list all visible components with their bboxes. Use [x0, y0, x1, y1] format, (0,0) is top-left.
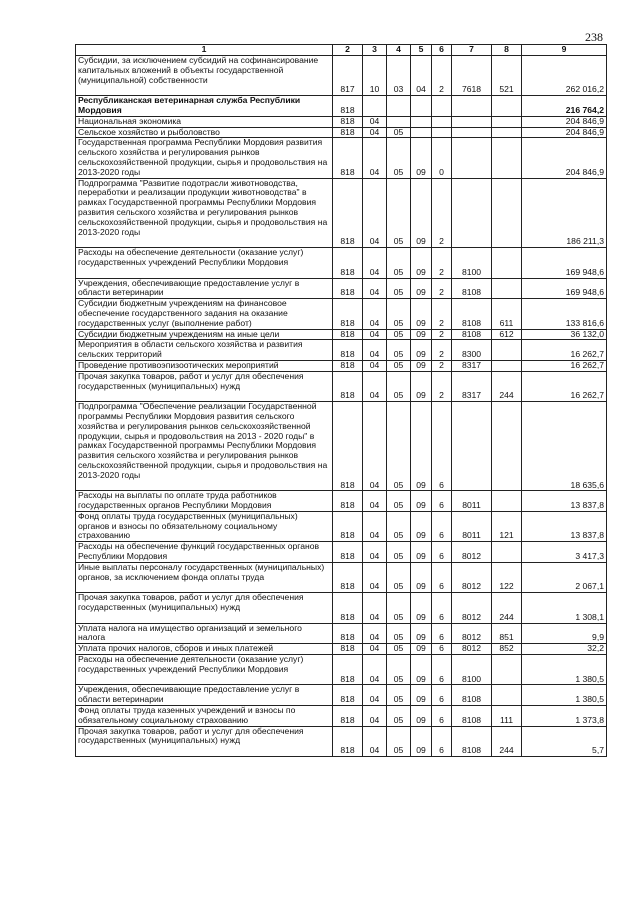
row-item-code: 8012: [452, 562, 492, 592]
row-section-code: 04: [363, 511, 387, 541]
row-subsection-code: 03: [387, 56, 411, 96]
row-program-code: 09: [411, 360, 432, 371]
row-item-code: 7618: [452, 56, 492, 96]
row-section-code: 04: [363, 178, 387, 248]
row-admin-code: 818: [333, 116, 363, 127]
row-section-code: 04: [363, 562, 387, 592]
row-section-code: 04: [363, 402, 387, 491]
table-row: [76, 127, 607, 138]
row-item-code: 8012: [452, 644, 492, 655]
row-expense-type-code: [492, 360, 522, 371]
row-description: Учреждения, обеспечивающие предоставление услуг в области ветеринарии: [76, 278, 333, 299]
row-description: Субсидии, за исключением субсидий на софинансирование капитальных вложений в объекты государственной (муниципальной) собственности: [76, 56, 333, 96]
row-subprogram-code: 6: [432, 644, 452, 655]
row-subsection-code: 05: [387, 178, 411, 248]
row-subsection-code: 05: [387, 623, 411, 644]
row-amount: 16 262,7: [522, 371, 607, 401]
row-description: Республиканская ветеринарная служба Республики Мордовия: [76, 96, 333, 117]
table-row: [76, 299, 607, 329]
table-row: [76, 56, 607, 96]
row-expense-type-code: 111: [492, 706, 522, 727]
table-body: [76, 56, 607, 757]
row-expense-type-code: [492, 542, 522, 563]
column-header: 7: [452, 45, 492, 56]
row-admin-code: 818: [333, 138, 363, 178]
row-section-code: 04: [363, 299, 387, 329]
row-admin-code: 818: [333, 623, 363, 644]
row-admin-code: 818: [333, 178, 363, 248]
row-subsection-code: 05: [387, 402, 411, 491]
row-amount: 5,7: [522, 726, 607, 756]
row-program-code: [411, 127, 432, 138]
row-admin-code: 818: [333, 96, 363, 117]
row-program-code: 09: [411, 685, 432, 706]
row-item-code: [452, 178, 492, 248]
row-admin-code: 818: [333, 491, 363, 512]
row-expense-type-code: [492, 96, 522, 117]
row-program-code: 09: [411, 178, 432, 248]
table-row: [76, 402, 607, 491]
row-subsection-code: 05: [387, 542, 411, 563]
table-row: [76, 178, 607, 248]
row-expense-type-code: [492, 655, 522, 685]
row-item-code: [452, 127, 492, 138]
row-section-code: 04: [363, 706, 387, 727]
row-subprogram-code: 2: [432, 248, 452, 278]
row-program-code: 09: [411, 706, 432, 727]
row-amount: 16 262,7: [522, 340, 607, 361]
row-program-code: 09: [411, 248, 432, 278]
row-program-code: 09: [411, 278, 432, 299]
row-program-code: 09: [411, 726, 432, 756]
row-admin-code: 818: [333, 685, 363, 706]
table-row: [76, 562, 607, 592]
row-admin-code: 818: [333, 562, 363, 592]
row-description: Сельское хозяйство и рыболовство: [76, 127, 333, 138]
table-row: [76, 726, 607, 756]
table-row: [76, 644, 607, 655]
table-row: [76, 542, 607, 563]
row-section-code: 04: [363, 655, 387, 685]
row-section-code: 04: [363, 360, 387, 371]
row-amount: 18 635,6: [522, 402, 607, 491]
table-row: [76, 371, 607, 401]
row-admin-code: 818: [333, 278, 363, 299]
row-section-code: 04: [363, 329, 387, 340]
row-subsection-code: 05: [387, 127, 411, 138]
row-section-code: 04: [363, 623, 387, 644]
row-subsection-code: [387, 96, 411, 117]
row-amount: 32,2: [522, 644, 607, 655]
row-item-code: [452, 138, 492, 178]
row-program-code: 09: [411, 402, 432, 491]
row-expense-type-code: [492, 340, 522, 361]
row-subprogram-code: [432, 116, 452, 127]
row-section-code: 04: [363, 726, 387, 756]
table-row: [76, 248, 607, 278]
table-row: [76, 593, 607, 623]
row-subsection-code: 05: [387, 706, 411, 727]
row-section-code: 04: [363, 685, 387, 706]
row-subprogram-code: 2: [432, 329, 452, 340]
row-expense-type-code: 851: [492, 623, 522, 644]
row-item-code: 8300: [452, 340, 492, 361]
row-subsection-code: 05: [387, 562, 411, 592]
row-amount: 186 211,3: [522, 178, 607, 248]
column-header: 9: [522, 45, 607, 56]
row-expense-type-code: 244: [492, 593, 522, 623]
row-subprogram-code: 6: [432, 562, 452, 592]
row-subsection-code: [387, 116, 411, 127]
row-description: Учреждения, обеспечивающие предоставление услуг в области ветеринарии: [76, 685, 333, 706]
row-admin-code: 817: [333, 56, 363, 96]
row-subprogram-code: 6: [432, 655, 452, 685]
row-item-code: 8108: [452, 685, 492, 706]
row-description: Расходы на обеспечение деятельности (оказание услуг) государственных учреждений Республики Мордовия: [76, 655, 333, 685]
row-section-code: [363, 96, 387, 117]
table-row: [76, 329, 607, 340]
row-expense-type-code: 852: [492, 644, 522, 655]
row-admin-code: 818: [333, 655, 363, 685]
row-section-code: 04: [363, 542, 387, 563]
row-admin-code: 818: [333, 127, 363, 138]
row-description: Иные выплаты персоналу государственных (муниципальных) органов, за исключением фонда оплаты труда: [76, 562, 333, 592]
row-subprogram-code: 2: [432, 299, 452, 329]
row-description: Уплата прочих налогов, сборов и иных платежей: [76, 644, 333, 655]
row-program-code: 09: [411, 511, 432, 541]
row-expense-type-code: [492, 685, 522, 706]
row-subprogram-code: 6: [432, 685, 452, 706]
row-subsection-code: 05: [387, 491, 411, 512]
row-section-code: 10: [363, 56, 387, 96]
row-subprogram-code: 2: [432, 56, 452, 96]
row-amount: 36 132,0: [522, 329, 607, 340]
row-subprogram-code: 2: [432, 360, 452, 371]
row-program-code: 09: [411, 655, 432, 685]
row-subsection-code: 05: [387, 248, 411, 278]
table-row: [76, 360, 607, 371]
row-item-code: 8108: [452, 726, 492, 756]
row-section-code: 04: [363, 248, 387, 278]
row-item-code: [452, 402, 492, 491]
row-admin-code: 818: [333, 726, 363, 756]
row-item-code: 8011: [452, 511, 492, 541]
row-subprogram-code: 6: [432, 623, 452, 644]
table-row: [76, 655, 607, 685]
row-description: Национальная экономика: [76, 116, 333, 127]
row-amount: 204 846,9: [522, 138, 607, 178]
row-item-code: 8108: [452, 706, 492, 727]
row-amount: 262 016,2: [522, 56, 607, 96]
table-header-row: [76, 45, 607, 56]
row-section-code: 04: [363, 340, 387, 361]
row-admin-code: 818: [333, 360, 363, 371]
row-description: Подпрограмма "Обеспечение реализации Государственной программы Республики Мордовия развития сельского хозяйства и регулирования рынков сельскохозяйственной продукции, сырья и продовольствия на 2013 - 2020 годы" в рамках Государственной программы Республики Мордовия развития сельского хозяйства и регулирования рынков сельскохозяйственной продукции, сырья и продовольствия на 2013-2020 годы: [76, 402, 333, 491]
row-admin-code: 818: [333, 402, 363, 491]
table-row: [76, 278, 607, 299]
row-subprogram-code: 2: [432, 178, 452, 248]
row-program-code: 09: [411, 491, 432, 512]
table-row: [76, 685, 607, 706]
row-admin-code: 818: [333, 593, 363, 623]
row-subsection-code: 05: [387, 644, 411, 655]
row-amount: 133 816,6: [522, 299, 607, 329]
row-program-code: [411, 116, 432, 127]
row-description: Прочая закупка товаров, работ и услуг для обеспечения государственных (муниципальных) нужд: [76, 371, 333, 401]
row-subprogram-code: 2: [432, 371, 452, 401]
table-row: [76, 511, 607, 541]
row-expense-type-code: [492, 116, 522, 127]
row-subprogram-code: [432, 96, 452, 117]
row-section-code: 04: [363, 371, 387, 401]
row-program-code: 09: [411, 593, 432, 623]
row-expense-type-code: 244: [492, 371, 522, 401]
column-header: 4: [387, 45, 411, 56]
row-amount: 13 837,8: [522, 511, 607, 541]
row-item-code: 8011: [452, 491, 492, 512]
row-admin-code: 818: [333, 644, 363, 655]
row-amount: 2 067,1: [522, 562, 607, 592]
row-item-code: [452, 96, 492, 117]
column-header: 8: [492, 45, 522, 56]
row-program-code: 09: [411, 542, 432, 563]
row-admin-code: 818: [333, 248, 363, 278]
row-subprogram-code: 6: [432, 706, 452, 727]
row-section-code: 04: [363, 593, 387, 623]
row-admin-code: 818: [333, 299, 363, 329]
row-subsection-code: 05: [387, 360, 411, 371]
row-admin-code: 818: [333, 329, 363, 340]
row-expense-type-code: 612: [492, 329, 522, 340]
row-description: Субсидии бюджетным учреждениям на финансовое обеспечение государственного задания на оказание государственных услуг (выполнение работ): [76, 299, 333, 329]
row-item-code: 8108: [452, 329, 492, 340]
row-subsection-code: 05: [387, 278, 411, 299]
row-description: Подпрограмма "Развитие подотрасли животноводства, переработки и реализации продукции животноводства" в рамках Государственной программы Республики Мордовия развития сельского хозяйства и регулирования рынков сельскохозяйственной продукции, сырья и продовольствия на 2013-2020 годы: [76, 178, 333, 248]
column-header: 3: [363, 45, 387, 56]
row-subsection-code: 05: [387, 340, 411, 361]
row-description: Расходы на выплаты по оплате труда работников государственных органов Республики Мордовия: [76, 491, 333, 512]
row-amount: 169 948,6: [522, 278, 607, 299]
row-item-code: 8100: [452, 655, 492, 685]
row-item-code: 8012: [452, 623, 492, 644]
row-subprogram-code: [432, 127, 452, 138]
row-item-code: 8100: [452, 248, 492, 278]
row-expense-type-code: 244: [492, 726, 522, 756]
row-description: Уплата налога на имущество организаций и земельного налога: [76, 623, 333, 644]
row-amount: 1 308,1: [522, 593, 607, 623]
row-subsection-code: 05: [387, 511, 411, 541]
row-item-code: 8108: [452, 278, 492, 299]
row-program-code: 09: [411, 329, 432, 340]
row-subprogram-code: 6: [432, 402, 452, 491]
row-admin-code: 818: [333, 340, 363, 361]
row-section-code: 04: [363, 491, 387, 512]
row-amount: 16 262,7: [522, 360, 607, 371]
row-subsection-code: 05: [387, 299, 411, 329]
row-subprogram-code: 6: [432, 491, 452, 512]
row-description: Расходы на обеспечение функций государственных органов Республики Мордовия: [76, 542, 333, 563]
row-subsection-code: 05: [387, 726, 411, 756]
column-header: 5: [411, 45, 432, 56]
row-expense-type-code: [492, 248, 522, 278]
row-expense-type-code: [492, 402, 522, 491]
row-description: Фонд оплаты труда государственных (муниципальных) органов и взносы по обязательному социальному страхованию: [76, 511, 333, 541]
row-expense-type-code: 611: [492, 299, 522, 329]
row-expense-type-code: 121: [492, 511, 522, 541]
row-amount: 13 837,8: [522, 491, 607, 512]
row-amount: 1 380,5: [522, 655, 607, 685]
column-header: 6: [432, 45, 452, 56]
row-item-code: 8317: [452, 360, 492, 371]
row-expense-type-code: [492, 138, 522, 178]
row-subsection-code: 05: [387, 329, 411, 340]
row-description: Прочая закупка товаров, работ и услуг для обеспечения государственных (муниципальных) нужд: [76, 726, 333, 756]
budget-table: [75, 44, 607, 757]
row-section-code: 04: [363, 278, 387, 299]
row-expense-type-code: [492, 178, 522, 248]
row-amount: 1 380,5: [522, 685, 607, 706]
row-section-code: 04: [363, 127, 387, 138]
row-item-code: 8012: [452, 593, 492, 623]
row-amount: 1 373,8: [522, 706, 607, 727]
table-row: [76, 96, 607, 117]
row-admin-code: 818: [333, 706, 363, 727]
table-row: [76, 706, 607, 727]
row-description: Прочая закупка товаров, работ и услуг для обеспечения государственных (муниципальных) нужд: [76, 593, 333, 623]
row-subprogram-code: 6: [432, 511, 452, 541]
row-program-code: 09: [411, 644, 432, 655]
row-subprogram-code: 2: [432, 340, 452, 361]
row-item-code: 8108: [452, 299, 492, 329]
row-expense-type-code: [492, 127, 522, 138]
row-subsection-code: 05: [387, 593, 411, 623]
row-subsection-code: 05: [387, 685, 411, 706]
row-expense-type-code: 122: [492, 562, 522, 592]
row-description: Проведение противоэпизоотических мероприятий: [76, 360, 333, 371]
row-expense-type-code: 521: [492, 56, 522, 96]
row-amount: 169 948,6: [522, 248, 607, 278]
row-expense-type-code: [492, 278, 522, 299]
row-section-code: 04: [363, 116, 387, 127]
row-item-code: [452, 116, 492, 127]
row-program-code: [411, 96, 432, 117]
row-subsection-code: 05: [387, 138, 411, 178]
row-program-code: 04: [411, 56, 432, 96]
table-row: [76, 116, 607, 127]
row-program-code: 09: [411, 138, 432, 178]
row-program-code: 09: [411, 371, 432, 401]
row-section-code: 04: [363, 138, 387, 178]
row-subsection-code: 05: [387, 655, 411, 685]
page-number: 238: [585, 30, 603, 44]
row-description: Субсидии бюджетным учреждениям на иные цели: [76, 329, 333, 340]
row-amount: 9,9: [522, 623, 607, 644]
row-subsection-code: 05: [387, 371, 411, 401]
row-section-code: 04: [363, 644, 387, 655]
row-item-code: 8317: [452, 371, 492, 401]
row-subprogram-code: 2: [432, 278, 452, 299]
column-header: 1: [76, 45, 333, 56]
row-description: Расходы на обеспечение деятельности (оказание услуг) государственных учреждений Республики Мордовия: [76, 248, 333, 278]
row-amount: 204 846,9: [522, 116, 607, 127]
column-header: 2: [333, 45, 363, 56]
row-amount: 3 417,3: [522, 542, 607, 563]
row-program-code: 09: [411, 340, 432, 361]
row-program-code: 09: [411, 299, 432, 329]
table-row: [76, 623, 607, 644]
row-item-code: 8012: [452, 542, 492, 563]
row-admin-code: 818: [333, 542, 363, 563]
row-program-code: 09: [411, 562, 432, 592]
row-amount: 204 846,9: [522, 127, 607, 138]
row-amount: 216 764,2: [522, 96, 607, 117]
row-description: Мероприятия в области сельского хозяйства и развития сельских территорий: [76, 340, 333, 361]
row-subprogram-code: 6: [432, 726, 452, 756]
row-subprogram-code: 6: [432, 593, 452, 623]
row-subprogram-code: 0: [432, 138, 452, 178]
table-row: [76, 340, 607, 361]
table-row: [76, 491, 607, 512]
row-program-code: 09: [411, 623, 432, 644]
row-description: Фонд оплаты труда казенных учреждений и взносы по обязательному социальному страхованию: [76, 706, 333, 727]
table-row: [76, 138, 607, 178]
row-admin-code: 818: [333, 371, 363, 401]
row-admin-code: 818: [333, 511, 363, 541]
row-description: Государственная программа Республики Мордовия развития сельского хозяйства и регулирования рынков сельскохозяйственной продукции, сырья и продовольствия на 2013-2020 годы: [76, 138, 333, 178]
row-expense-type-code: [492, 491, 522, 512]
row-subprogram-code: 6: [432, 542, 452, 563]
